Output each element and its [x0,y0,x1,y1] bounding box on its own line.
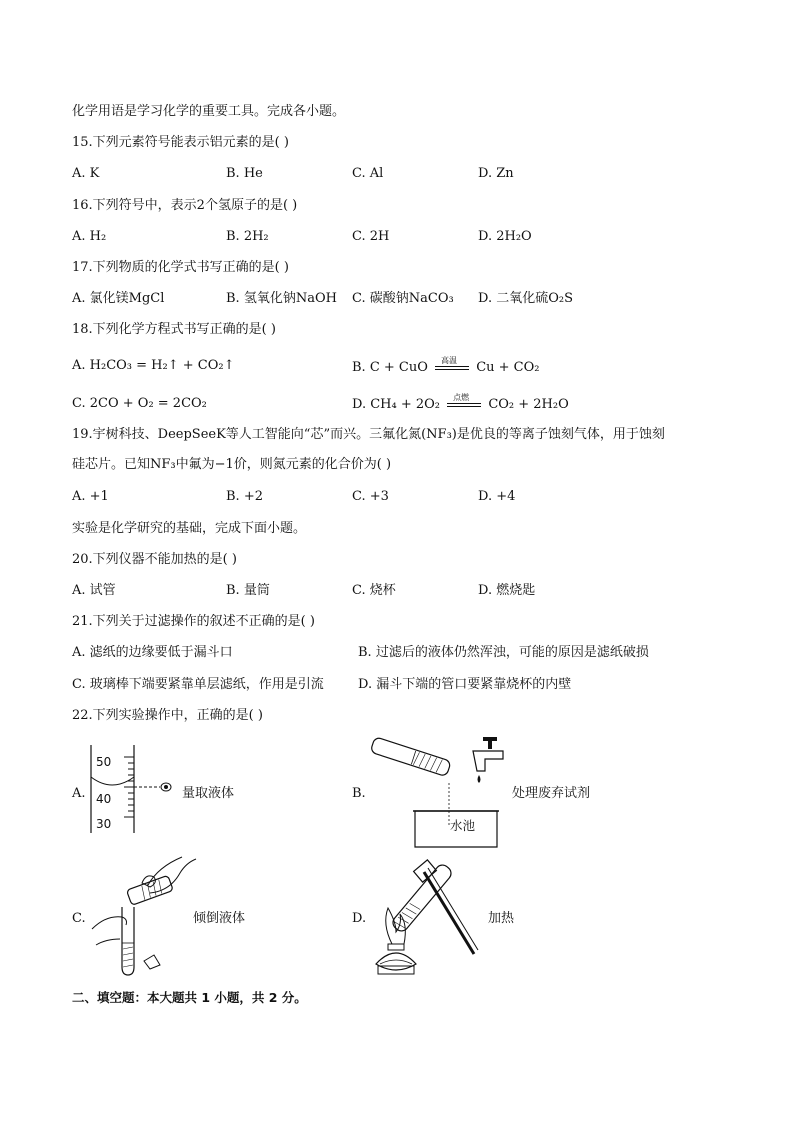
measuring-cylinder-illustration [86,745,186,835]
q22-b-label: 处理废弃试剂 [512,786,591,801]
q16-option-a: A. H₂ [72,229,107,244]
q22-a-label: 量取液体 [182,786,235,801]
q20-option-a: A. 试管 [72,583,116,598]
intro-text-2: 实验是化学研究的基础，完成下面小题。 [72,521,307,536]
q22-a-tick-40: 40 [96,792,112,806]
q21-stem: 21.下列关于过滤操作的叙述不正确的是( ) [72,614,315,629]
q15-option-c: C. Al [352,166,384,181]
q22-c-label: 倾倒液体 [193,911,246,926]
q18-option-d [352,392,569,413]
q17-option-a: A. 氯化镁MgCl [72,291,165,306]
q18-d-arrow [447,392,481,410]
sink-disposal-illustration [365,733,515,853]
q22-b-sink-label: 水池 [450,818,476,833]
q15-stem: 15.下列元素符号能表示铝元素的是( ) [72,135,289,150]
q15-option-b: B. He [226,166,263,181]
q18-d-products: CO₂ + 2H₂O [488,397,569,412]
q17-option-c: C. 碳酸钠NaCO₃ [352,291,454,306]
intro-text: 化学用语是学习化学的重要工具。完成各小题。 [72,104,346,119]
q18-option-a: A. H₂CO₃ = H₂↑ + CO₂↑ [72,358,235,373]
q19-stem-line2: 硅芯片。已知NF₃中氟为−1价，则氮元素的化合价为( ) [72,457,392,472]
q17-option-b: B. 氢氧化钠NaOH [226,291,337,306]
q22-a-tick-30: 30 [96,817,112,831]
q16-stem: 16.下列符号中，表示2个氢原子的是( ) [72,198,298,213]
q21-option-c: C. 玻璃棒下端要紧靠单层滤纸，作用是引流 [72,677,324,692]
q19-option-a: A. +1 [72,489,109,504]
q15-option-d: D. Zn [478,166,514,181]
q19-option-b: B. +2 [226,489,263,504]
q21-option-b: B. 过滤后的液体仍然浑浊，可能的原因是滤纸破损 [358,645,649,660]
q18-b-condition: 高温 [441,355,458,365]
q18-b-reactants: B. C + CuO [352,360,428,375]
section-heading: 二、填空题：本大题共 1 小题，共 2 分。 [72,990,307,1005]
q21-option-a: A. 滤纸的边缘要低于漏斗口 [72,645,233,660]
q20-option-b: B. 量筒 [226,583,270,598]
q17-stem: 17.下列物质的化学式书写正确的是( ) [72,260,289,275]
q21-option-d: D. 漏斗下端的管口要紧靠烧杯的内壁 [358,677,572,692]
q20-option-d: D. 燃烧匙 [478,583,536,598]
q22-b-letter: B. [352,786,366,801]
q18-d-reactants: D. CH₄ + 2O₂ [352,397,441,412]
q22-d-letter: D. [352,911,367,926]
q22-a-tick-50: 50 [96,755,112,769]
q19-option-c: C. +3 [352,489,389,504]
q22-a-letter: A. [72,786,86,801]
q20-option-c: C. 烧杯 [352,583,396,598]
q18-option-b [352,355,540,376]
q22-c-letter: C. [72,911,86,926]
q20-stem: 20.下列仪器不能加热的是( ) [72,552,237,567]
q17-option-d: D. 二氧化硫O₂S [478,291,573,306]
q15-option-a: A. K [72,166,100,181]
q16-option-b: B. 2H₂ [226,229,269,244]
q19-stem-line1: 19.宇树科技、DeepSeeK等人工智能向“芯”而兴。三氟化氮(NF₃)是优良的等离子蚀刻气体，用于蚀刻 [72,427,665,442]
q18-b-arrow [435,355,469,373]
q22-d-label: 加热 [488,911,515,926]
q18-b-products: Cu + CO₂ [476,360,540,375]
pouring-liquid-illustration [88,853,198,978]
q19-option-d: D. +4 [478,489,516,504]
q18-option-c: C. 2CO + O₂ = 2CO₂ [72,396,207,411]
q18-d-condition: 点燃 [453,392,470,402]
q16-option-d: D. 2H₂O [478,229,532,244]
q16-option-c: C. 2H [352,229,390,244]
q18-stem: 18.下列化学方程式书写正确的是( ) [72,322,276,337]
q22-stem: 22.下列实验操作中，正确的是( ) [72,708,263,723]
heating-illustration [362,858,482,978]
